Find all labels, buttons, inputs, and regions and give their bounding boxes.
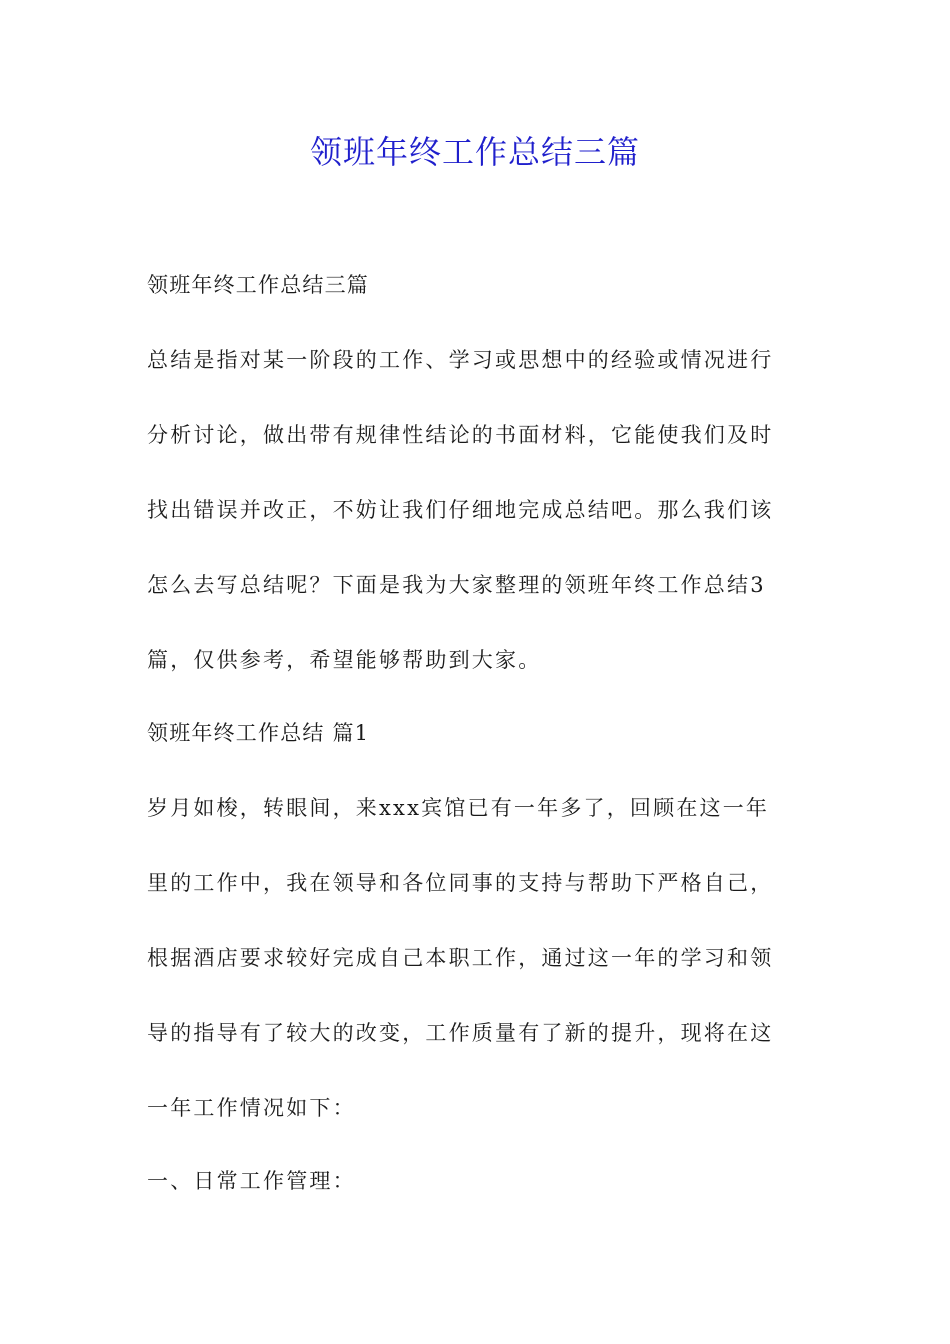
body-line-4: 导的指导有了较大的改变，工作质量有了新的提升，现将在这 — [147, 1021, 774, 1045]
document-title: 领班年终工作总结三篇 — [309, 133, 640, 171]
body-line-3: 根据酒店要求较好完成自己本职工作，通过这一年的学习和领 — [147, 946, 774, 970]
body-line-1: 岁月如梭，转眼间，来xxx宾馆已有一年多了，回顾在这一年 — [147, 796, 770, 820]
intro-line-5: 篇，仅供参考，希望能够帮助到大家。 — [147, 648, 542, 672]
intro-line-1: 总结是指对某一阶段的工作、学习或思想中的经验或情况进行 — [147, 348, 774, 372]
body-line-5: 一年工作情况如下： — [147, 1096, 356, 1120]
intro-line-2: 分析讨论，做出带有规律性结论的书面材料，它能使我们及时 — [147, 423, 774, 447]
subtitle-line: 领班年终工作总结三篇 — [147, 273, 369, 297]
section-heading-1: 领班年终工作总结 篇1 — [147, 721, 370, 745]
body-line-2: 里的工作中，我在领导和各位同事的支持与帮助下严格自己， — [147, 871, 774, 895]
intro-line-3: 找出错误并改正，不妨让我们仔细地完成总结吧。那么我们该 — [147, 498, 774, 522]
intro-line-4: 怎么去写总结呢？下面是我为大家整理的领班年终工作总结3 — [147, 573, 766, 597]
subsection-heading: 一、日常工作管理： — [147, 1169, 356, 1193]
